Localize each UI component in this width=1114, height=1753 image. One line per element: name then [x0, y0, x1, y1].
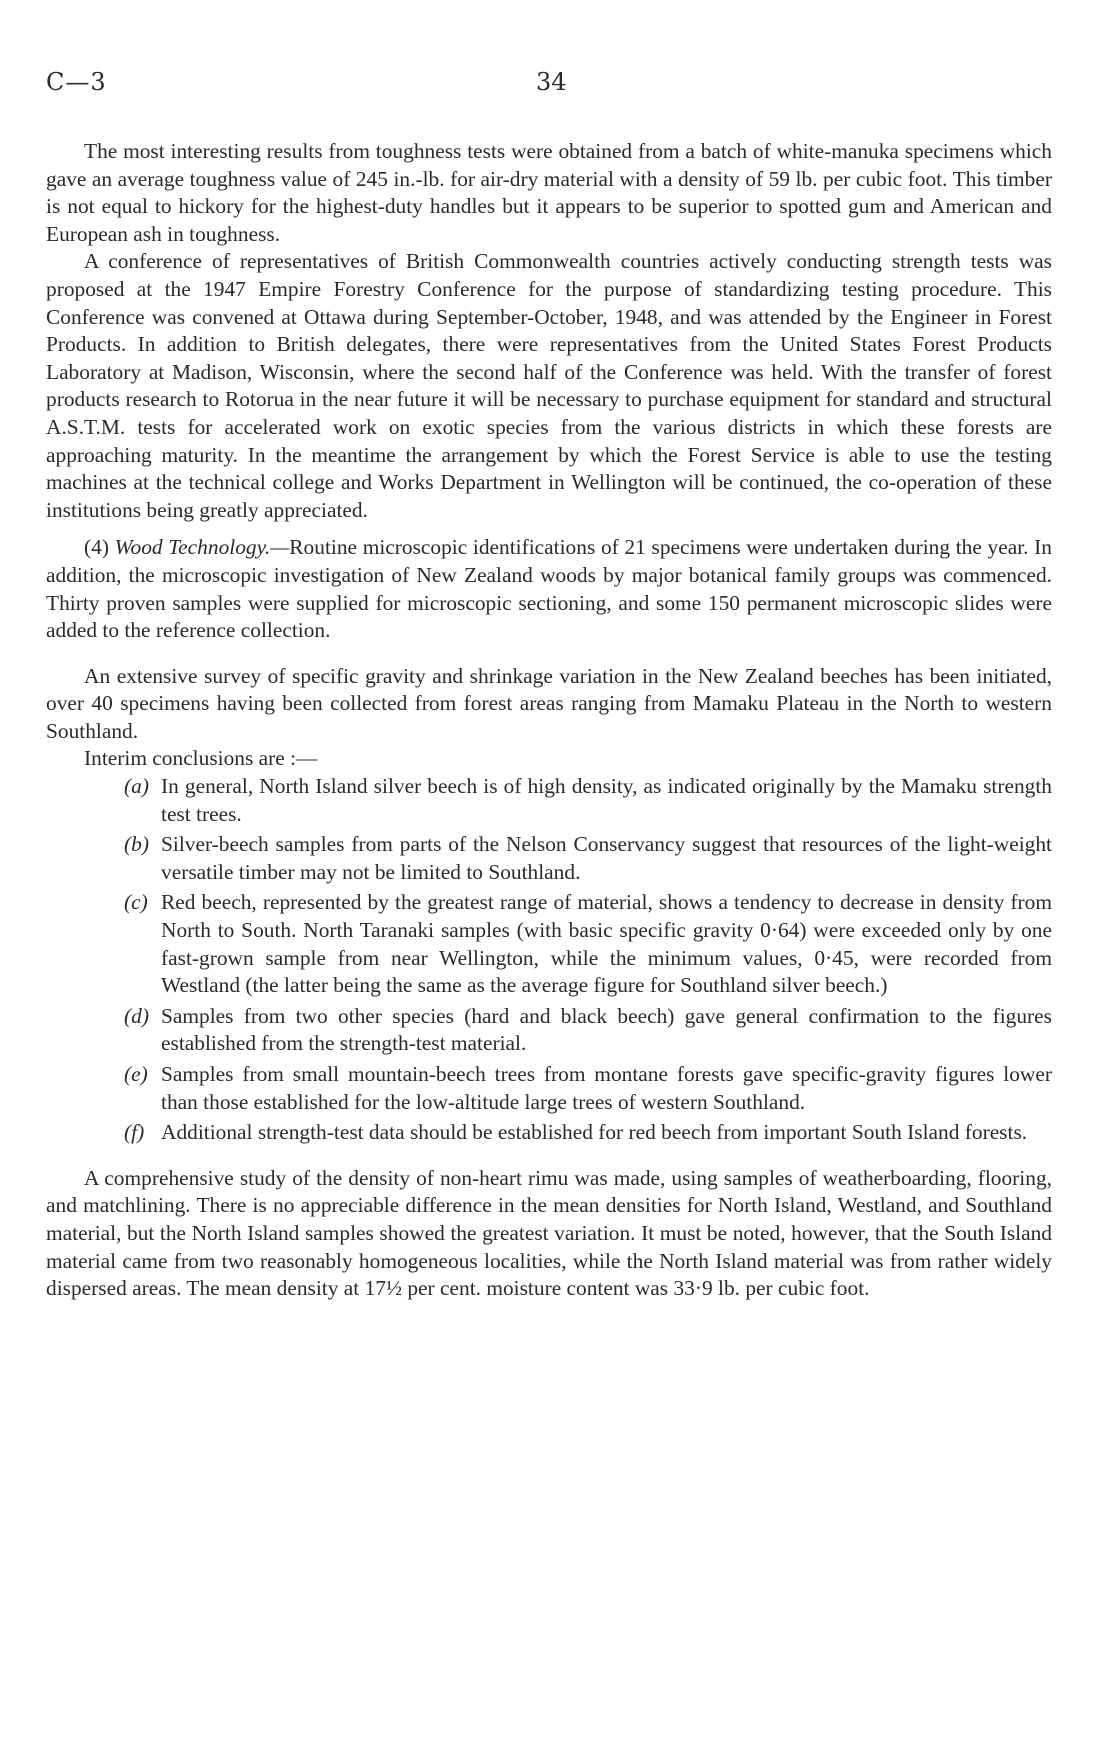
conclusion-item: [46, 831, 1052, 886]
item-text: Samples from two other species (hard and black beech) gave general confirmation to the figures established from the strength-test material.: [161, 1003, 1052, 1056]
conclusions-list: [46, 773, 1052, 1147]
section-heading: Wood Technology.—: [114, 535, 290, 560]
item-text: Samples from small mountain-beech trees from montane forests gave specific-gravity figures lower than those established for the low-altitude large trees of western Southland.: [161, 1062, 1052, 1114]
interim-heading: Interim conclusions are :—: [84, 746, 318, 771]
wood-technology-paragraph: [46, 534, 1052, 644]
item-label: (f): [124, 1120, 145, 1145]
conclusion-item: [46, 1061, 1052, 1116]
conclusion-item: [46, 1119, 1052, 1147]
conclusion-item: [46, 889, 1052, 999]
item-label: (d): [124, 1003, 149, 1028]
item-text: Additional strength-test data should be established for red beech from important South Island forests.: [161, 1120, 1028, 1145]
item-label: (c): [124, 890, 148, 915]
survey-paragraph: An extensive survey of specific gravity and shrinkage variation in the New Zealand beeches has been initiated, over 40 specimens having been collected from forest areas ranging from Mamaku Plateau in the North to western Southland.: [46, 663, 1052, 743]
item-label: (e): [124, 1062, 148, 1086]
conference-paragraph: A conference of representatives of British Commonwealth countries actively conducting strength tests was proposed at the 1947 Empire Forestry Conference for the purpose of standardizing testing procedure. This Conference was convened at Ottawa during September-October, 1948, and was attended by the Engineer in Forest Products. In addition to British delegates, there were representatives from the United States Forest Products Laboratory at Madison, Wisconsin, where the second half of the Conference was held. With the transfer of forest products research to Rotorua in the near future it will be necessary to purchase equipment for standard and structural A.S.T.M. tests for accelerated work on exotic species from the various districts in which these forests are approaching maturity. In the meantime the arrangement by which the Forest Service is able to use the testing machines at the technical college and Works Department in Wellington will be continued, the co-operation of these institutions being greatly appreciated.: [46, 249, 1052, 522]
item-text: Red beech, represented by the greatest range of material, shows a tendency to decrease in density from North to South. North Taranaki samples (with basic specific gravity 0·64) were exceeded only by one fast-grown sample from near Wellington, while the minimum values, 0·45, were recorded from Westland (the latter being the same as the average figure for Southland silver beech.): [161, 890, 1052, 998]
item-label: (a): [124, 774, 149, 799]
rimu-paragraph: A comprehensive study of the density of non-heart rimu was made, using samples of weatherboarding, flooring, and matchlining. There is no appreciable difference in the mean densities for North Island, Westland, and Southland material, but the North Island samples showed the greatest variation. It must be noted, however, that the South Island material came from two reasonably homogeneous localities, while the North Island material was from rather widely dispersed areas. The mean density at 17½ per cent. moisture content was 33·9 lb. per cubic foot.: [46, 1165, 1052, 1301]
section-text: Routine microscopic identifications of 21 specimens were undertaken during the year. In addition, the microscopic investigation of New Zealand woods by major botanical family groups was commenced. Thirty proven samples were supplied for microscopic sectioning, and some 150 permanent microscopic slides were added to the reference collection.: [46, 535, 1053, 643]
section-number: (4): [84, 535, 109, 560]
page-body: [46, 138, 1052, 1303]
document-code: C—3: [46, 68, 107, 96]
item-text: In general, North Island silver beech is of high density, as indicated originally by the Mamaku strength test trees.: [161, 774, 1052, 826]
page-header: [46, 68, 1046, 108]
page-number: 34: [536, 68, 567, 96]
item-text: Silver-beech samples from parts of the Nelson Conservancy suggest that resources of the light-weight versatile timber may not be limited to Southland.: [161, 832, 1052, 884]
item-label: (b): [124, 832, 149, 857]
conclusion-item: [46, 773, 1052, 828]
toughness-paragraph: The most interesting results from toughness tests were obtained from a batch of white-manuka specimens which gave an average toughness value of 245 in.-lb. for air-dry material with a density of 59 lb. per cubic foot. This timber is not equal to hickory for the highest-duty handles but it appears to be superior to spotted gum and American and European ash in toughness.: [46, 139, 1052, 246]
conclusion-item: [46, 1003, 1052, 1058]
